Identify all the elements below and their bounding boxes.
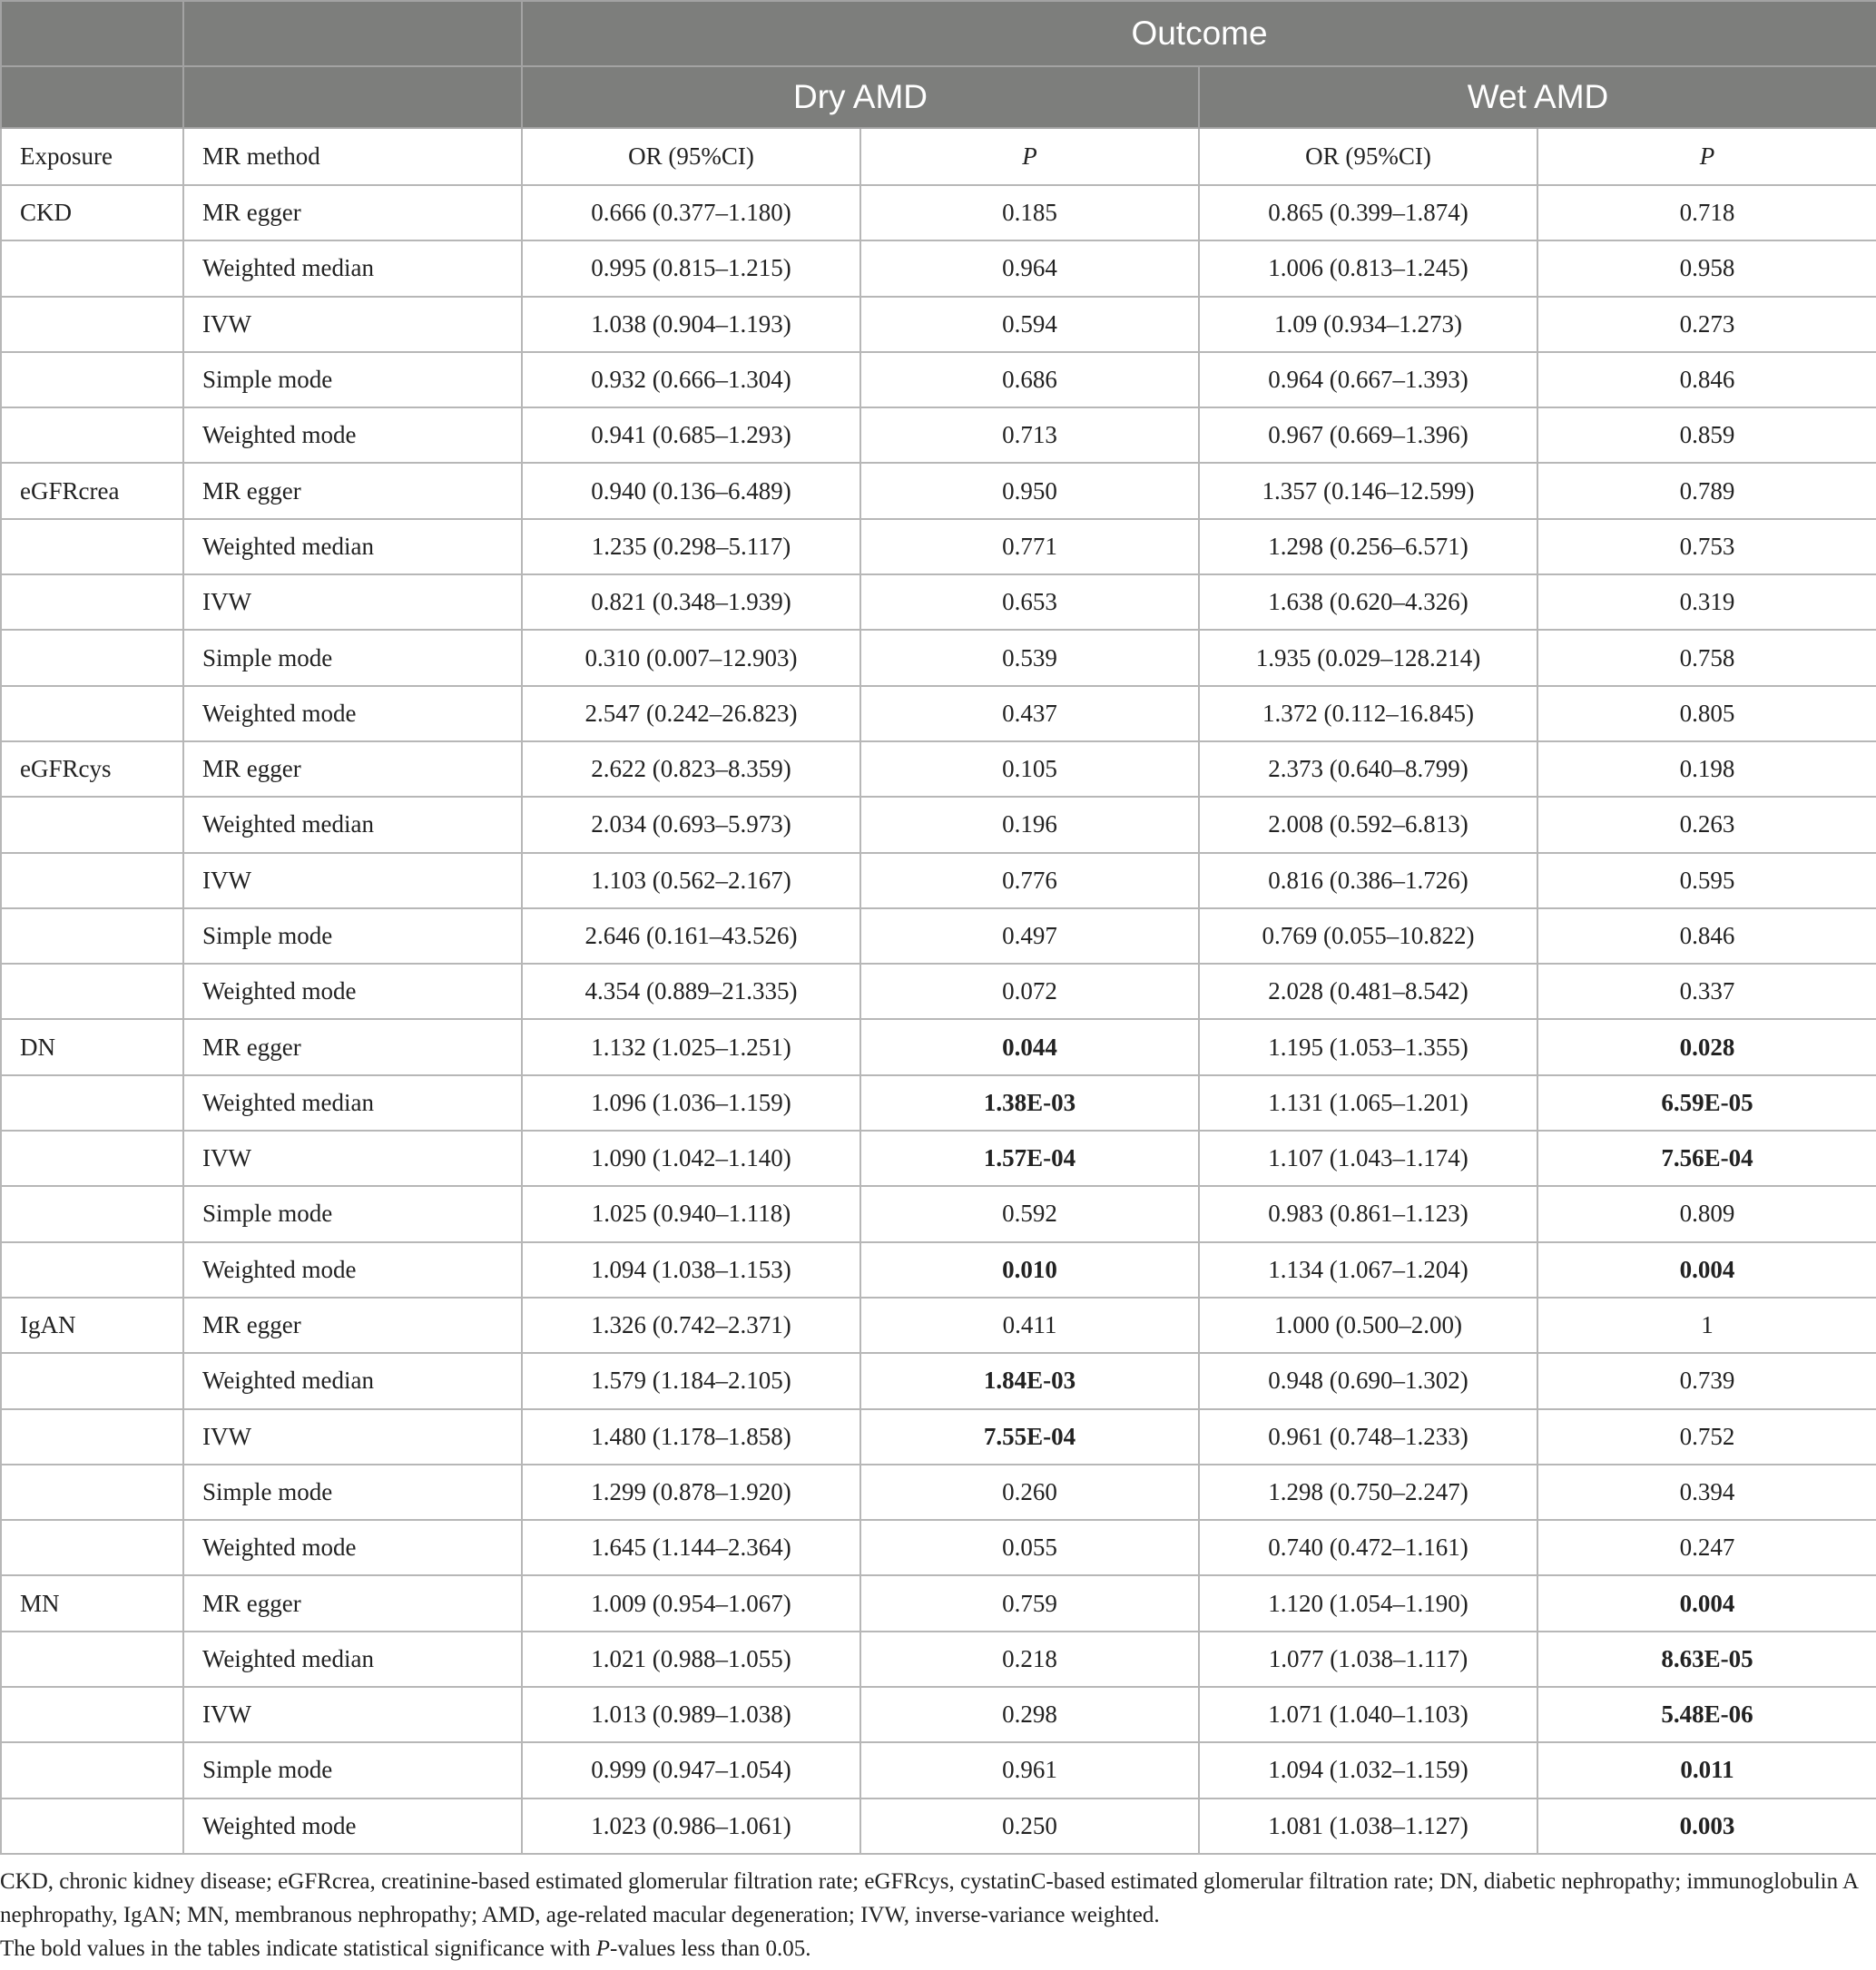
p-dry-cell: 0.298 xyxy=(860,1687,1199,1742)
or-wet-cell: 1.298 (0.256–6.571) xyxy=(1199,519,1537,574)
exposure-cell xyxy=(1,1242,183,1298)
wet-amd-header: Wet AMD xyxy=(1199,66,1876,128)
or-dry-cell: 1.021 (0.988–1.055) xyxy=(522,1632,860,1687)
or-dry-cell: 1.025 (0.940–1.118) xyxy=(522,1186,860,1241)
or-wet-cell: 1.000 (0.500–2.00) xyxy=(1199,1298,1537,1353)
header-row-outcome xyxy=(1,1,1876,66)
or-dry-cell: 2.034 (0.693–5.973) xyxy=(522,797,860,852)
or-wet-cell: 1.120 (1.054–1.190) xyxy=(1199,1575,1537,1631)
or-dry-cell: 1.009 (0.954–1.067) xyxy=(522,1575,860,1631)
method-cell: MR egger xyxy=(183,1298,522,1353)
p-wet-cell: 0.003 xyxy=(1537,1798,1876,1854)
or-dry-cell: 1.103 (0.562–2.167) xyxy=(522,853,860,908)
p-dry-cell: 0.055 xyxy=(860,1520,1199,1575)
p-wet-cell: 0.752 xyxy=(1537,1409,1876,1465)
p-dry-cell: 0.961 xyxy=(860,1742,1199,1798)
exposure-cell: eGFRcrea xyxy=(1,463,183,518)
or-dry-cell: 1.090 (1.042–1.140) xyxy=(522,1131,860,1186)
p-dry-cell: 0.497 xyxy=(860,908,1199,964)
method-cell: IVW xyxy=(183,297,522,352)
p-wet-cell: 0.958 xyxy=(1537,240,1876,296)
method-cell: Weighted mode xyxy=(183,407,522,463)
method-cell: MR egger xyxy=(183,741,522,797)
column-header-row xyxy=(1,128,1876,185)
p-dry-cell: 0.776 xyxy=(860,853,1199,908)
exposure-cell xyxy=(1,1353,183,1408)
table-row xyxy=(1,853,1876,908)
or-wet-cell: 1.638 (0.620–4.326) xyxy=(1199,574,1537,630)
p-dry-cell: 0.713 xyxy=(860,407,1199,463)
method-cell: Weighted mode xyxy=(183,1520,522,1575)
or-dry-cell: 1.480 (1.178–1.858) xyxy=(522,1409,860,1465)
or-wet-cell: 1.071 (1.040–1.103) xyxy=(1199,1687,1537,1742)
or-dry-cell: 1.023 (0.986–1.061) xyxy=(522,1798,860,1854)
table-row xyxy=(1,1353,1876,1408)
p-wet-cell: 0.718 xyxy=(1537,185,1876,240)
or-dry-cell: 1.094 (1.038–1.153) xyxy=(522,1242,860,1298)
footnote-significance-post: -values less than 0.05. xyxy=(610,1936,811,1961)
p-dry-cell: 1.38E-03 xyxy=(860,1075,1199,1131)
table-row xyxy=(1,1242,1876,1298)
table-row xyxy=(1,519,1876,574)
exposure-cell xyxy=(1,1798,183,1854)
table-row xyxy=(1,352,1876,407)
exposure-cell xyxy=(1,853,183,908)
exposure-cell xyxy=(1,797,183,852)
table-row xyxy=(1,1131,1876,1186)
exposure-cell xyxy=(1,519,183,574)
p-wet-cell: 0.319 xyxy=(1537,574,1876,630)
p-dry-cell: 0.218 xyxy=(860,1632,1199,1687)
or-dry-cell: 1.013 (0.989–1.038) xyxy=(522,1687,860,1742)
exposure-cell xyxy=(1,908,183,964)
table-row xyxy=(1,630,1876,685)
p-dry-cell: 0.653 xyxy=(860,574,1199,630)
exposure-cell xyxy=(1,1186,183,1241)
or-dry-cell: 1.235 (0.298–5.117) xyxy=(522,519,860,574)
header-row-amd xyxy=(1,66,1876,128)
p-dry-cell: 0.044 xyxy=(860,1019,1199,1074)
p-dry-cell: 1.84E-03 xyxy=(860,1353,1199,1408)
or-wet-cell: 0.865 (0.399–1.874) xyxy=(1199,185,1537,240)
p-wet-cell: 0.739 xyxy=(1537,1353,1876,1408)
p-wet-cell: 0.263 xyxy=(1537,797,1876,852)
p-dry-cell: 7.55E-04 xyxy=(860,1409,1199,1465)
exposure-cell xyxy=(1,1742,183,1798)
exposure-cell xyxy=(1,686,183,741)
method-cell: IVW xyxy=(183,1687,522,1742)
or-dry-cell: 1.326 (0.742–2.371) xyxy=(522,1298,860,1353)
table-row xyxy=(1,1520,1876,1575)
exposure-cell xyxy=(1,240,183,296)
method-cell: Simple mode xyxy=(183,908,522,964)
p-wet-cell: 0.247 xyxy=(1537,1520,1876,1575)
method-cell: Weighted median xyxy=(183,1353,522,1408)
p-wet-cell: 0.394 xyxy=(1537,1465,1876,1520)
table-row xyxy=(1,240,1876,296)
p-dry-cell: 1.57E-04 xyxy=(860,1131,1199,1186)
p-dry-cell: 0.950 xyxy=(860,463,1199,518)
or-dry-cell: 2.646 (0.161–43.526) xyxy=(522,908,860,964)
or-dry-cell: 0.821 (0.348–1.939) xyxy=(522,574,860,630)
p-dry-cell: 0.594 xyxy=(860,297,1199,352)
or-dry-cell: 1.096 (1.036–1.159) xyxy=(522,1075,860,1131)
p-wet-cell: 7.56E-04 xyxy=(1537,1131,1876,1186)
footnote-abbreviations: CKD, chronic kidney disease; eGFRcrea, creatinine-based estimated glomerular filtration rate; eGFRcys, cystatinC-based estimated glomerular filtration rate; DN, diabetic nephropathy; immunoglobulin A nephropathy, IgAN; MN, membranous nephropathy; AMD, age-related macular degeneration; IVW, inverse-variance weighted. xyxy=(0,1869,1858,1927)
p-dry-cell: 0.592 xyxy=(860,1186,1199,1241)
p-wet-cell: 0.028 xyxy=(1537,1019,1876,1074)
or-dry-cell: 1.579 (1.184–2.105) xyxy=(522,1353,860,1408)
p-wet-cell: 0.337 xyxy=(1537,964,1876,1019)
or-dry-cell: 0.310 (0.007–12.903) xyxy=(522,630,860,685)
or-wet-cell: 1.081 (1.038–1.127) xyxy=(1199,1798,1537,1854)
table-row xyxy=(1,686,1876,741)
table-row xyxy=(1,1465,1876,1520)
or-dry-cell: 0.940 (0.136–6.489) xyxy=(522,463,860,518)
p-wet-cell: 0.809 xyxy=(1537,1186,1876,1241)
or-dry-cell: 0.995 (0.815–1.215) xyxy=(522,240,860,296)
method-cell: Simple mode xyxy=(183,1742,522,1798)
or-wet-cell: 1.935 (0.029–128.214) xyxy=(1199,630,1537,685)
p-wet-cell: 0.004 xyxy=(1537,1242,1876,1298)
p-wet-cell: 0.789 xyxy=(1537,463,1876,518)
or-wet-cell: 1.357 (0.146–12.599) xyxy=(1199,463,1537,518)
p-dry-cell: 0.686 xyxy=(860,352,1199,407)
method-cell: Weighted median xyxy=(183,240,522,296)
footnote-p-symbol: P xyxy=(595,1936,611,1961)
header-blank-cell xyxy=(183,1,522,66)
or-wet-cell: 0.740 (0.472–1.161) xyxy=(1199,1520,1537,1575)
method-cell: Weighted median xyxy=(183,797,522,852)
exposure-cell: IgAN xyxy=(1,1298,183,1353)
method-cell: Simple mode xyxy=(183,1465,522,1520)
method-cell: Weighted mode xyxy=(183,1242,522,1298)
or-dry-cell: 1.132 (1.025–1.251) xyxy=(522,1019,860,1074)
p-wet-cell: 0.859 xyxy=(1537,407,1876,463)
exposure-cell xyxy=(1,630,183,685)
table-row xyxy=(1,1409,1876,1465)
or-wet-cell: 1.006 (0.813–1.245) xyxy=(1199,240,1537,296)
footnote-significance xyxy=(0,1932,1870,1965)
or-wet-cell: 0.769 (0.055–10.822) xyxy=(1199,908,1537,964)
or-wet-cell: 2.028 (0.481–8.542) xyxy=(1199,964,1537,1019)
p-wet-cell: 0.758 xyxy=(1537,630,1876,685)
exposure-cell xyxy=(1,407,183,463)
table-body xyxy=(1,128,1876,1854)
method-cell: MR egger xyxy=(183,1575,522,1631)
p-wet-cell: 0.198 xyxy=(1537,741,1876,797)
or-dry-cell: 1.299 (0.878–1.920) xyxy=(522,1465,860,1520)
p-wet-cell: 6.59E-05 xyxy=(1537,1075,1876,1131)
or-wet-cell: 1.134 (1.067–1.204) xyxy=(1199,1242,1537,1298)
p-dry-cell: 0.411 xyxy=(860,1298,1199,1353)
p-dry-cell: 0.437 xyxy=(860,686,1199,741)
or-dry-cell: 2.622 (0.823–8.359) xyxy=(522,741,860,797)
table-row xyxy=(1,1298,1876,1353)
exposure-cell xyxy=(1,574,183,630)
p-wet-cell: 0.846 xyxy=(1537,352,1876,407)
p-dry-cell: 0.771 xyxy=(860,519,1199,574)
or-wet-cell: 1.077 (1.038–1.117) xyxy=(1199,1632,1537,1687)
exposure-column-header: Exposure xyxy=(1,128,183,185)
exposure-cell xyxy=(1,352,183,407)
exposure-cell xyxy=(1,1465,183,1520)
p-wet-cell: 0.595 xyxy=(1537,853,1876,908)
method-cell: Weighted mode xyxy=(183,964,522,1019)
table-row xyxy=(1,1186,1876,1241)
method-cell: MR egger xyxy=(183,1019,522,1074)
or-wet-cell: 0.961 (0.748–1.233) xyxy=(1199,1409,1537,1465)
p-wet-cell: 0.011 xyxy=(1537,1742,1876,1798)
p-dry-cell: 0.105 xyxy=(860,741,1199,797)
table-footnotes xyxy=(0,1865,1870,1965)
or-wet-cell: 0.964 (0.667–1.393) xyxy=(1199,352,1537,407)
method-cell: MR egger xyxy=(183,463,522,518)
table-row xyxy=(1,297,1876,352)
table-row xyxy=(1,1742,1876,1798)
table-row xyxy=(1,1019,1876,1074)
p-dry-cell: 0.759 xyxy=(860,1575,1199,1631)
header-blank-cell xyxy=(1,1,183,66)
p-dry-cell: 0.539 xyxy=(860,630,1199,685)
p-wet-cell: 0.273 xyxy=(1537,297,1876,352)
or-wet-cell: 2.008 (0.592–6.813) xyxy=(1199,797,1537,852)
exposure-cell: DN xyxy=(1,1019,183,1074)
table-row xyxy=(1,463,1876,518)
exposure-cell xyxy=(1,1520,183,1575)
p-dry-column-header: P xyxy=(860,128,1199,185)
method-cell: Simple mode xyxy=(183,352,522,407)
method-cell: IVW xyxy=(183,1131,522,1186)
or-dry-cell: 0.932 (0.666–1.304) xyxy=(522,352,860,407)
table-row xyxy=(1,741,1876,797)
method-cell: Weighted median xyxy=(183,519,522,574)
exposure-cell xyxy=(1,964,183,1019)
p-wet-cell: 0.846 xyxy=(1537,908,1876,964)
method-cell: Simple mode xyxy=(183,630,522,685)
or-wet-column-header: OR (95%CI) xyxy=(1199,128,1537,185)
table-row xyxy=(1,185,1876,240)
or-dry-column-header: OR (95%CI) xyxy=(522,128,860,185)
p-dry-cell: 0.196 xyxy=(860,797,1199,852)
p-wet-column-header: P xyxy=(1537,128,1876,185)
method-cell: IVW xyxy=(183,574,522,630)
dry-amd-header: Dry AMD xyxy=(522,66,1199,128)
table-row xyxy=(1,574,1876,630)
p-dry-cell: 0.964 xyxy=(860,240,1199,296)
p-wet-cell: 5.48E-06 xyxy=(1537,1687,1876,1742)
table-row xyxy=(1,1075,1876,1131)
outcome-header: Outcome xyxy=(522,1,1876,66)
or-wet-cell: 2.373 (0.640–8.799) xyxy=(1199,741,1537,797)
method-cell: MR egger xyxy=(183,185,522,240)
or-wet-cell: 1.107 (1.043–1.174) xyxy=(1199,1131,1537,1186)
method-cell: Weighted mode xyxy=(183,1798,522,1854)
or-wet-cell: 1.372 (0.112–16.845) xyxy=(1199,686,1537,741)
p-wet-cell: 0.805 xyxy=(1537,686,1876,741)
header-blank-cell xyxy=(1,66,183,128)
exposure-cell xyxy=(1,297,183,352)
table-row xyxy=(1,1798,1876,1854)
p-wet-cell: 1 xyxy=(1537,1298,1876,1353)
table-row xyxy=(1,908,1876,964)
p-wet-cell: 8.63E-05 xyxy=(1537,1632,1876,1687)
p-dry-cell: 0.072 xyxy=(860,964,1199,1019)
method-cell: Weighted mode xyxy=(183,686,522,741)
method-cell: IVW xyxy=(183,853,522,908)
method-column-header: MR method xyxy=(183,128,522,185)
exposure-cell: MN xyxy=(1,1575,183,1631)
exposure-cell xyxy=(1,1131,183,1186)
table-row xyxy=(1,797,1876,852)
table-row xyxy=(1,1687,1876,1742)
or-wet-cell: 1.298 (0.750–2.247) xyxy=(1199,1465,1537,1520)
table-row xyxy=(1,964,1876,1019)
method-cell: Weighted median xyxy=(183,1075,522,1131)
header-blank-cell xyxy=(183,66,522,128)
p-dry-cell: 0.250 xyxy=(860,1798,1199,1854)
table-header xyxy=(1,1,1876,128)
exposure-cell: eGFRcys xyxy=(1,741,183,797)
method-cell: Simple mode xyxy=(183,1186,522,1241)
exposure-cell xyxy=(1,1075,183,1131)
p-wet-cell: 0.753 xyxy=(1537,519,1876,574)
or-wet-cell: 1.094 (1.032–1.159) xyxy=(1199,1742,1537,1798)
table-row xyxy=(1,1632,1876,1687)
p-wet-cell: 0.004 xyxy=(1537,1575,1876,1631)
or-wet-cell: 0.816 (0.386–1.726) xyxy=(1199,853,1537,908)
or-wet-cell: 0.967 (0.669–1.396) xyxy=(1199,407,1537,463)
or-wet-cell: 1.131 (1.065–1.201) xyxy=(1199,1075,1537,1131)
or-dry-cell: 4.354 (0.889–21.335) xyxy=(522,964,860,1019)
or-wet-cell: 0.983 (0.861–1.123) xyxy=(1199,1186,1537,1241)
exposure-cell: CKD xyxy=(1,185,183,240)
or-wet-cell: 0.948 (0.690–1.302) xyxy=(1199,1353,1537,1408)
or-dry-cell: 0.666 (0.377–1.180) xyxy=(522,185,860,240)
or-wet-cell: 1.195 (1.053–1.355) xyxy=(1199,1019,1537,1074)
exposure-cell xyxy=(1,1687,183,1742)
exposure-cell xyxy=(1,1632,183,1687)
or-dry-cell: 0.941 (0.685–1.293) xyxy=(522,407,860,463)
or-wet-cell: 1.09 (0.934–1.273) xyxy=(1199,297,1537,352)
or-dry-cell: 1.038 (0.904–1.193) xyxy=(522,297,860,352)
or-dry-cell: 1.645 (1.144–2.364) xyxy=(522,1520,860,1575)
p-dry-cell: 0.185 xyxy=(860,185,1199,240)
table-row xyxy=(1,1575,1876,1631)
or-dry-cell: 2.547 (0.242–26.823) xyxy=(522,686,860,741)
method-cell: IVW xyxy=(183,1409,522,1465)
table-row xyxy=(1,407,1876,463)
p-dry-cell: 0.260 xyxy=(860,1465,1199,1520)
p-dry-cell: 0.010 xyxy=(860,1242,1199,1298)
or-dry-cell: 0.999 (0.947–1.054) xyxy=(522,1742,860,1798)
exposure-cell xyxy=(1,1409,183,1465)
method-cell: Weighted median xyxy=(183,1632,522,1687)
footnote-significance-pre: The bold values in the tables indicate statistical significance with xyxy=(0,1936,596,1961)
